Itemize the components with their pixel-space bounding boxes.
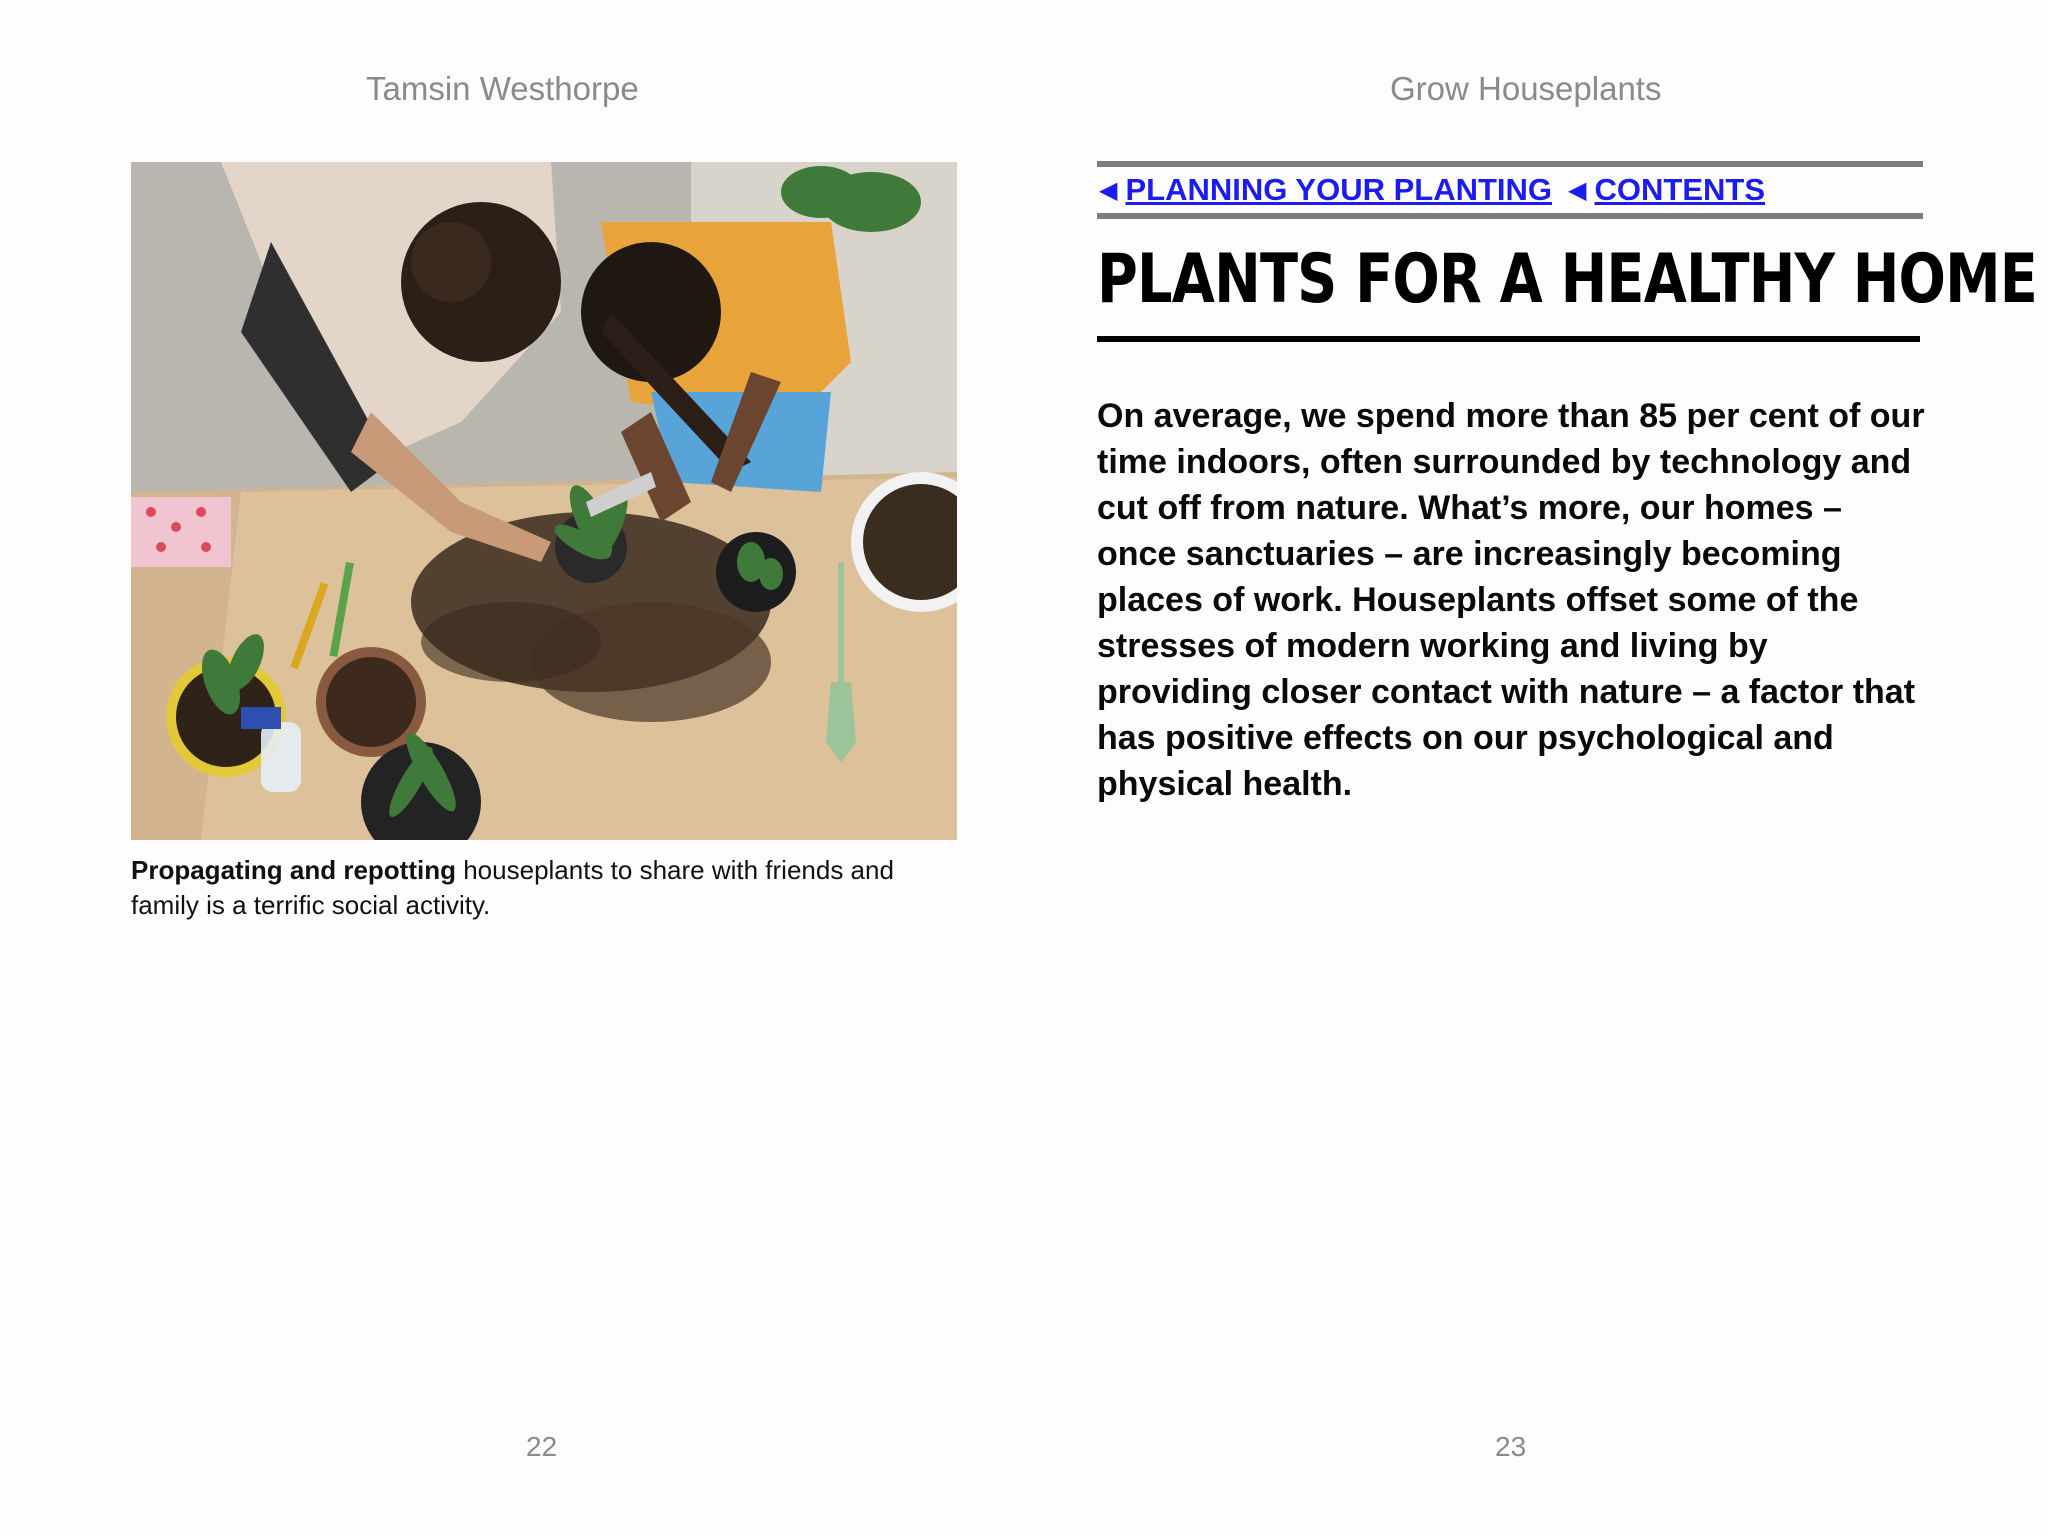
prev-section-link[interactable]: PLANNING YOUR PLANTING — [1125, 172, 1553, 207]
page-number-right: 23 — [1495, 1431, 1527, 1462]
chapter-nav — [1097, 161, 1923, 219]
title-rule — [1097, 336, 1920, 342]
caption-text: houseplants to share with friends and family is a terrific social activity. — [131, 855, 894, 920]
left-triangle-icon: ◀ — [1568, 176, 1587, 204]
caption-lead: Propagating and repotting — [131, 855, 456, 885]
intro-paragraph: On average, we spend more than 85 per cent of our time indoors, often surrounded by technology and cut off from nature. What’s more, our homes – once sanctuaries – are increasingly becoming places of work. Houseplants offset some of the stresses of modern working and living by providing closer contact with nature – a factor that has positive effects on our psychological and physical health. — [1097, 397, 1925, 803]
running-head-book-title: Grow Houseplants — [1390, 70, 1662, 107]
right-page — [1024, 0, 2048, 1536]
chapter-title: PLANTS FOR A HEALTHY HOME — [1097, 240, 2038, 319]
running-head-author: Tamsin Westhorpe — [366, 70, 639, 107]
page-number-left: 22 — [526, 1431, 558, 1462]
left-triangle-icon: ◀ — [1099, 176, 1118, 204]
contents-link[interactable]: CONTENTS — [1594, 172, 1765, 207]
repotting-photo — [131, 162, 957, 840]
photo-caption — [131, 853, 957, 923]
